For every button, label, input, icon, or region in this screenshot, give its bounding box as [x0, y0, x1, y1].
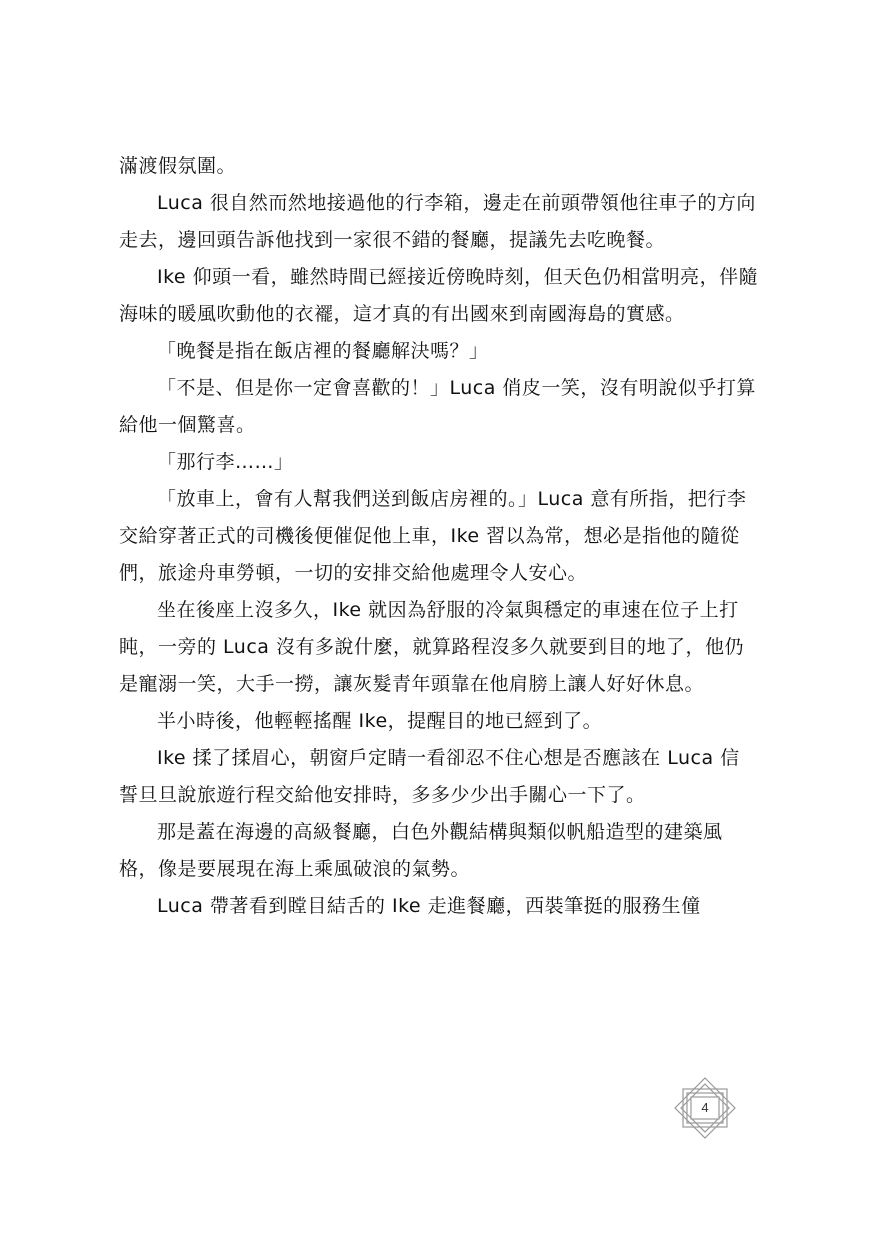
paragraph-6: 「那行李……」 — [157, 451, 294, 473]
page-number: 4 — [701, 1099, 709, 1115]
paragraph-12: Luca 帶著看到瞠目結舌的 Ike 走進餐廳，西裝筆挺的服務生僮 — [157, 895, 701, 917]
paragraph-4: 「晚餐是指在飯店裡的餐廳解決嗎？」 — [157, 340, 489, 362]
paragraph-3: Ike 仰頭一看，雖然時間已經接近傍晚時刻，但天色仍相當明亮，伴隨海味的暖風吹動他的衣襬，這才真的有出國來到南國海島的實感。 — [119, 266, 759, 325]
paragraph-10: Ike 揉了揉眉心，朝窗戶定睛一看卻忍不住心想是否應該在 Luca 信誓旦旦說旅遊行程交給他安排時，多多少少出手關心一下了。 — [119, 747, 740, 806]
paragraph-1: 滿渡假氛圍。 — [119, 155, 237, 177]
paragraph-9: 半小時後，他輕輕搖醒 Ike，提醒目的地已經到了。 — [157, 710, 603, 732]
paragraph-5: 「不是、但是你一定會喜歡的！」Luca 俏皮一笑，沒有明說似乎打算給他一個驚喜。 — [119, 377, 756, 436]
body-text — [119, 148, 759, 925]
paragraph-11: 那是蓋在海邊的高級餐廳，白色外觀結構與類似帆船造型的建築風格，像是要展現在海上乘風破浪的氣勢。 — [119, 821, 723, 880]
paragraph-7: 「放車上，會有人幫我們送到飯店房裡的。」Luca 意有所指，把行李交給穿著正式的司機後便催促他上車，Ike 習以為常，想必是指他的隨從們，旅途舟車勞頓，一切的安排交給他處理令人安心。 — [119, 488, 747, 584]
page-number-ornament — [673, 1076, 737, 1140]
paragraph-8: 坐在後座上沒多久，Ike 就因為舒服的冷氣與穩定的車速在位子上打盹，一旁的 Luca 沒有多說什麼，就算路程沒多久就要到目的地了，他仍是寵溺一笑，大手一撈，讓灰髮青年頭靠在他肩膀上讓人好好休息。 — [119, 599, 744, 695]
paragraph-2: Luca 很自然而然地接過他的行李箱，邊走在前頭帶領他往車子的方向走去，邊回頭告訴他找到一家很不錯的餐廳，提議先去吃晚餐。 — [119, 192, 756, 251]
